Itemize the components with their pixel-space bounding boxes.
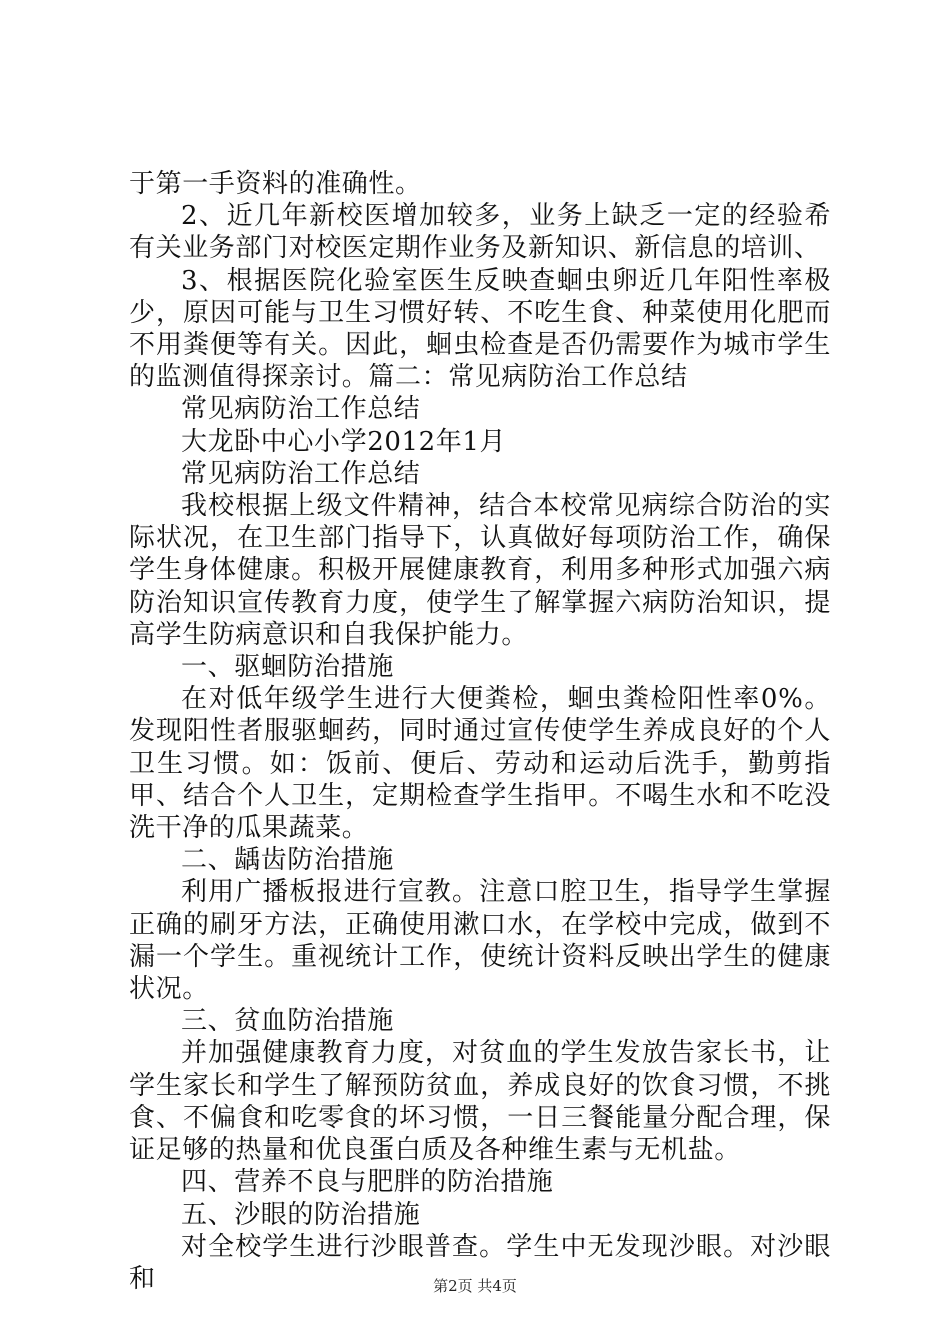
heading-trachoma: 五、沙眼的防治措施 — [181, 1199, 421, 1230]
school-and-date: 大龙卧中心小学2012年1月 — [181, 426, 507, 457]
paragraph: 2、近几年新校医增加较多，业务上缺乏一定的经验希有关业务部门对校医定期作业务及新知识、新信息的培训、 — [129, 201, 831, 264]
heading-roundworm: 一、驱蛔防治措施 — [181, 652, 394, 683]
paragraph: 3、根据医院化验室医生反映查蛔虫卵近几年阳性率极少，原因可能与卫生习惯好转、不吃生食、种菜使用化肥而不用粪便等有关。因此，蛔虫检查是否仍需要作为城市学生的监测值得探亲讨。篇二：常见病防治工作总结 — [129, 265, 831, 393]
heading-malnutrition-obesity: 四、营养不良与肥胖的防治措施 — [181, 1167, 554, 1198]
page-footer: 第2页 共4页 — [433, 1277, 517, 1295]
paragraph: 对全校学生进行沙眼普查。学生中无发现沙眼。对沙眼和 — [129, 1231, 831, 1294]
paragraph: 我校根据上级文件精神，结合本校常见病综合防治的实际状况，在卫生部门指导下，认真做好每项防治工作，确保学生身体健康。积极开展健康教育，利用多种形式加强六病防治知识宣传教育力度，使学生了解掌握六病防治知识，提高学生防病意识和自我保护能力。 — [129, 491, 831, 650]
document-body — [129, 168, 831, 1295]
paragraph: 利用广播板报进行宣教。注意口腔卫生，指导学生掌握正确的刷牙方法，正确使用漱口水，在学校中完成，做到不漏一个学生。重视统计工作，使统计资料反映出学生的健康状况。 — [129, 877, 831, 1005]
paragraph: 并加强健康教育力度，对贫血的学生发放告家长书，让学生家长和学生了解预防贫血，养成良好的饮食习惯，不挑食、不偏食和吃零食的坏习惯，一日三餐能量分配合理，保证足够的热量和优良蛋白质及各种维生素与无机盐。 — [129, 1038, 831, 1166]
heading-anemia: 三、贫血防治措施 — [181, 1006, 394, 1037]
paragraph: 在对低年级学生进行大便粪检，蛔虫粪检阳性率0%。发现阳性者服驱蛔药，同时通过宣传使学生养成良好的个人卫生习惯。如：饭前、便后、劳动和运动后洗手，勤剪指甲、结合个人卫生，定期检查学生指甲。不喝生水和不吃没洗干净的瓜果蔬菜。 — [129, 684, 831, 844]
section-title: 常见病防治工作总结 — [181, 458, 421, 489]
section-title: 常见病防治工作总结 — [181, 394, 421, 425]
paragraph: 于第一手资料的准确性。 — [129, 169, 422, 199]
heading-dental-caries: 二、龋齿防治措施 — [181, 845, 394, 876]
